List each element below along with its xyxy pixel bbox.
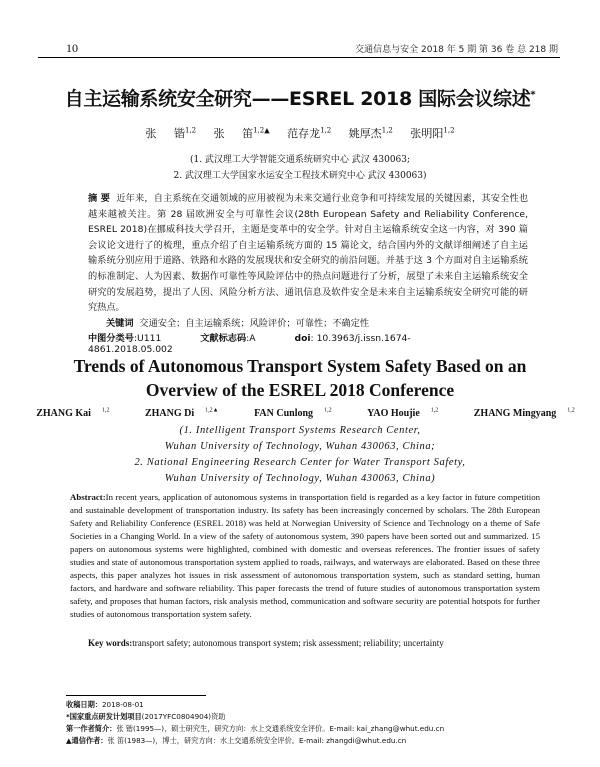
running-header: 交通信息与安全 2018 年 5 期 第 36 卷 总 218 期 [355,45,558,55]
affiliation-en-1: (1. Intelligent Transport Systems Research Center, [179,425,421,436]
title-chinese [0,84,600,111]
title-english [0,354,600,402]
affiliation-en-2: Wuhan University of Technology, Wuhan 430063, China; [164,441,436,452]
title-chinese-text: 自主运输系统安全研究——ESREL 2018 国际会议综述 [64,88,531,110]
affiliation-cn-2: 2. 武汉理工大学国家水运安全工程技术研究中心 武汉 430063) [173,171,427,181]
title-en-line2: Overview of the ESREL 2018 Conference [145,380,455,400]
author-en: FAN Cunlong $^{1,2}$ [254,408,332,420]
author-cn: 张 笛$^{1,2▲}$ [213,126,270,140]
author-en: ZHANG Di $^{1,2▲}$ [144,408,219,420]
document-code: 文献标志码:A [200,333,256,344]
authors-chinese [0,125,600,141]
keywords-cn-text: 交通安全；自主运输系统；风险评价；可靠性；不确定性 [139,318,370,329]
author-cn: 范存龙$^{1,2}$ [287,126,332,140]
abstract-en-label: Abstract: [70,492,106,502]
affiliation-en-3: 2. National Engineering Research Center for Water Transport Safety, [134,457,466,468]
author-en: ZHANG Mingyang $^{1,2}$ [473,408,575,420]
author-cn: 张 锴$^{1,2}$ [145,126,197,140]
clc-code: 中图分类号:U111 [88,333,162,344]
author-en: YAO Houjie $^{1,2}$ [367,408,439,420]
keywords-english [88,638,540,648]
keywords-chinese [88,315,528,329]
footnote-received: 收稿日期：2018-08-01 [66,700,144,709]
abstract-en-text: In recent years, application of autonomous systems in transportation field is regarded as a key factor in future competition and sustainable development of transportation industry. Its safety has been increasingly concerned by scholars. The 28th European Safety and Reliability Conference (ESREL 2018) was held at Norwegian University of Science and Technology on a theme of Safe Societies in a Changing World. In a view of the safety of autonomous system, 390 papers have been sorted out and summarized. 15 papers on autonomous systems were highlighted, combined with domestic and overseas references. The frontier issues of safety studies and state of autonomous transportation system applied to roads, railways, and waterways are elaborated. Based on these three aspects, this paper analyzes hot issues in risk assessment of autonomous transportation system, such as standard setting, human factors, and hardware and software reliability. This paper forecasts the trend of future studies of autonomous transportation system safety, and proposes that human factors, risk analysis method, communication and software security are potential hotspots for further studies of autonomous transportation system safety. [70,492,540,619]
classification-line [88,330,528,355]
doi: doi: 10.3963/j.issn.1674-4861.2018.05.002 [88,333,411,355]
footnote-first-author: 第一作者简介：张 锴(1995—)，硕士研究生，研究方向：水上交通系统安全评价。E-mail: kai_zhang@whut.edu.cn [66,724,445,733]
keywords-en-text: transport safety; autonomous transport system; risk assessment; reliability; uncertainty [132,638,444,648]
footnote-corresponding-author: ▲通信作者：张 笛(1983—)，博士，研究方向：水上交通系统安全评价。E-mail: zhangdi@whut.edu.cn [66,736,407,745]
author-cn: 张明阳$^{1,2}$ [410,126,455,140]
keywords-en-label: Key words: [88,638,133,648]
affiliation-cn-1: (1. 武汉理工大学智能交通系统研究中心 武汉 430063; [189,155,411,165]
footnote-rule [66,695,206,696]
abstract-chinese [88,191,528,316]
page-number: 10 [66,41,78,55]
footnote-funding: *国家重点研发计划项目(2017YFC0804904)资助 [66,712,226,721]
abstract-cn-text: 近年来，自主系统在交通领域的应用被视为未来交通行业竞争和可持续发展的关键因素，其安全性也越来越被关注。第 28 届欧洲安全与可靠性会议(28th European Safety and Reliability Conference, ESREL 2018)在挪威科技大学召开，主题是变革中的安全学。针对自主运输系统安全这一内容，对 390 篇会议论文进行了的梳理，重点介绍了自主运输系统方面的 15 篇论文，结合国内外的文献详细阐述了自主运输系统分别应用于道路、铁路和水路的发展现状和安全研究的前沿问题。并基于这 3 个方面对自主运输系统的标准制定、人为因素、数据作可靠性等风险评估中的热点问题进行了分析，展望了未来自主运输系统安全研究的发展趋势，提出了人因、风险分析方法、通讯信息及软件安全是未来自主运输系统安全研究可能的研究热点。 [88,193,529,314]
title-footnote-mark: * [530,89,536,101]
author-en: ZHANG Kai $^{1,2}$ [36,408,110,420]
author-cn: 姚厚杰$^{1,2}$ [348,126,393,140]
title-en-line1: Trends of Autonomous Transport System Safety Based on an [73,356,527,376]
affiliation-en-4: Wuhan University of Technology, Wuhan 430063, China) [164,473,436,484]
abstract-english [70,491,540,621]
keywords-cn-label: 关键词 [106,318,134,329]
abstract-cn-label: 摘 要 [88,193,111,204]
authors-english [0,408,600,419]
header-rule [38,57,560,58]
